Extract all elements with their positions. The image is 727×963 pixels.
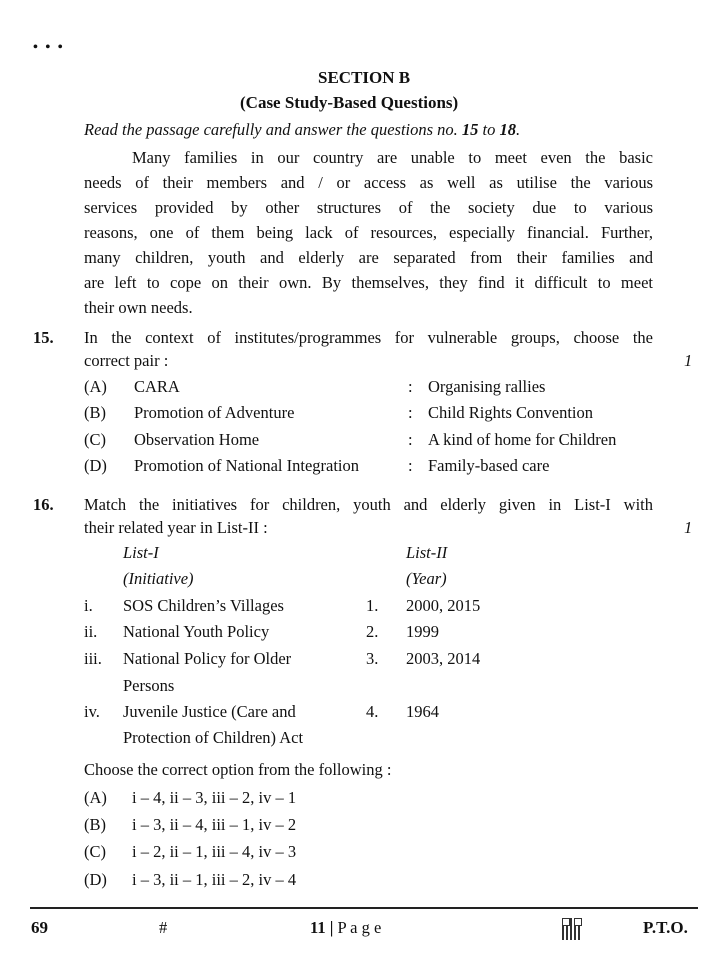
- hash-mark: #: [159, 918, 168, 937]
- option-sep: :: [408, 377, 413, 396]
- list2-subheading: (Year): [406, 569, 447, 588]
- option-sep: :: [408, 403, 413, 422]
- period: .: [516, 120, 521, 139]
- instruction: [84, 120, 520, 140]
- row-item: Persons: [123, 676, 175, 695]
- choose-text: Choose the correct option from the following :: [84, 760, 392, 779]
- option-text: i – 2, ii – 1, iii – 4, iv – 3: [132, 842, 297, 861]
- option-right: Organising rallies: [428, 377, 546, 396]
- page-num: 11: [310, 918, 326, 937]
- option-sep: :: [408, 430, 413, 449]
- q16-marks: 1: [684, 518, 693, 537]
- q15-text: correct pair :: [84, 351, 169, 370]
- q16-text: Match the initiatives for children, youth and elderly given in List-I with: [84, 495, 653, 514]
- row-item: Protection of Children) Act: [123, 728, 304, 747]
- row-num: 1.: [366, 596, 379, 615]
- row-item: Juvenile Justice (Care and: [123, 702, 296, 721]
- option-letter: (D): [84, 456, 107, 475]
- passage-line: services provided by other structures of the society due to various: [84, 198, 653, 217]
- passage-line: their own needs.: [84, 298, 193, 317]
- q16-text: their related year in List-II :: [84, 518, 268, 537]
- option-text: i – 4, ii – 3, iii – 2, iv – 1: [132, 788, 297, 807]
- option-sep: :: [408, 456, 413, 475]
- row-roman: iii.: [84, 649, 102, 668]
- to-text: to: [482, 120, 496, 139]
- instruction-text: Read the passage carefully and answer the questions no.: [84, 120, 458, 139]
- qr-code-icon: [562, 918, 582, 940]
- more-dots-icon[interactable]: • • •: [33, 40, 65, 55]
- option-letter: (C): [84, 842, 106, 861]
- passage-line: needs of their members and / or access as well as utilise the various: [84, 173, 653, 192]
- row-item: SOS Children’s Villages: [123, 596, 284, 615]
- option-text: i – 3, ii – 4, iii – 1, iv – 2: [132, 815, 297, 834]
- page-number: [310, 918, 381, 938]
- row-roman: i.: [84, 596, 93, 615]
- option-letter: (D): [84, 870, 107, 889]
- option-left: Promotion of Adventure: [134, 403, 295, 422]
- paper-code: 69: [31, 918, 48, 937]
- row-num: 4.: [366, 702, 379, 721]
- page-bar: |: [329, 918, 334, 937]
- section-title: SECTION B: [318, 68, 411, 87]
- q-to: 18: [499, 120, 517, 139]
- option-letter: (A): [84, 377, 107, 396]
- q15-marks: 1: [684, 351, 693, 370]
- pto-label: P.T.O.: [643, 918, 688, 937]
- passage-line: are left to cope on their own. By themselves, they find it difficult to meet: [84, 273, 653, 292]
- footer-divider: [30, 907, 698, 909]
- q15-text: In the context of institutes/programmes for vulnerable groups, choose the: [84, 328, 653, 347]
- q16-number: 16.: [33, 495, 54, 514]
- row-item: National Youth Policy: [123, 622, 270, 641]
- passage-line: many children, youth and elderly are separated from their families and: [84, 248, 653, 267]
- row-num: 3.: [366, 649, 379, 668]
- option-letter: (B): [84, 815, 106, 834]
- option-letter: (B): [84, 403, 106, 422]
- option-letter: (C): [84, 430, 106, 449]
- row-roman: iv.: [84, 702, 100, 721]
- row-item: National Policy for Older: [123, 649, 292, 668]
- q15-number: 15.: [33, 328, 54, 347]
- row-roman: ii.: [84, 622, 98, 641]
- row-num: 2.: [366, 622, 379, 641]
- list2-heading: List-II: [406, 543, 448, 562]
- row-year: 2000, 2015: [406, 596, 481, 615]
- passage-line: reasons, one of them being lack of resources, especially financial. Further,: [84, 223, 653, 242]
- page-label: P a g e: [337, 918, 382, 937]
- row-year: 2003, 2014: [406, 649, 481, 668]
- list1-heading: List-I: [123, 543, 159, 562]
- section-subtitle: (Case Study-Based Questions): [240, 93, 459, 112]
- option-left: Observation Home: [134, 430, 260, 449]
- option-text: i – 3, ii – 1, iii – 2, iv – 4: [132, 870, 297, 889]
- option-right: Child Rights Convention: [428, 403, 594, 422]
- option-left: CARA: [134, 377, 180, 396]
- passage-line: Many families in our country are unable to meet even the basic: [132, 148, 653, 167]
- option-right: A kind of home for Children: [428, 430, 617, 449]
- list1-subheading: (Initiative): [123, 569, 194, 588]
- q-from: 15: [461, 120, 479, 139]
- option-letter: (A): [84, 788, 107, 807]
- row-year: 1999: [406, 622, 439, 641]
- option-left: Promotion of National Integration: [134, 456, 359, 475]
- row-year: 1964: [406, 702, 439, 721]
- option-right: Family-based care: [428, 456, 550, 475]
